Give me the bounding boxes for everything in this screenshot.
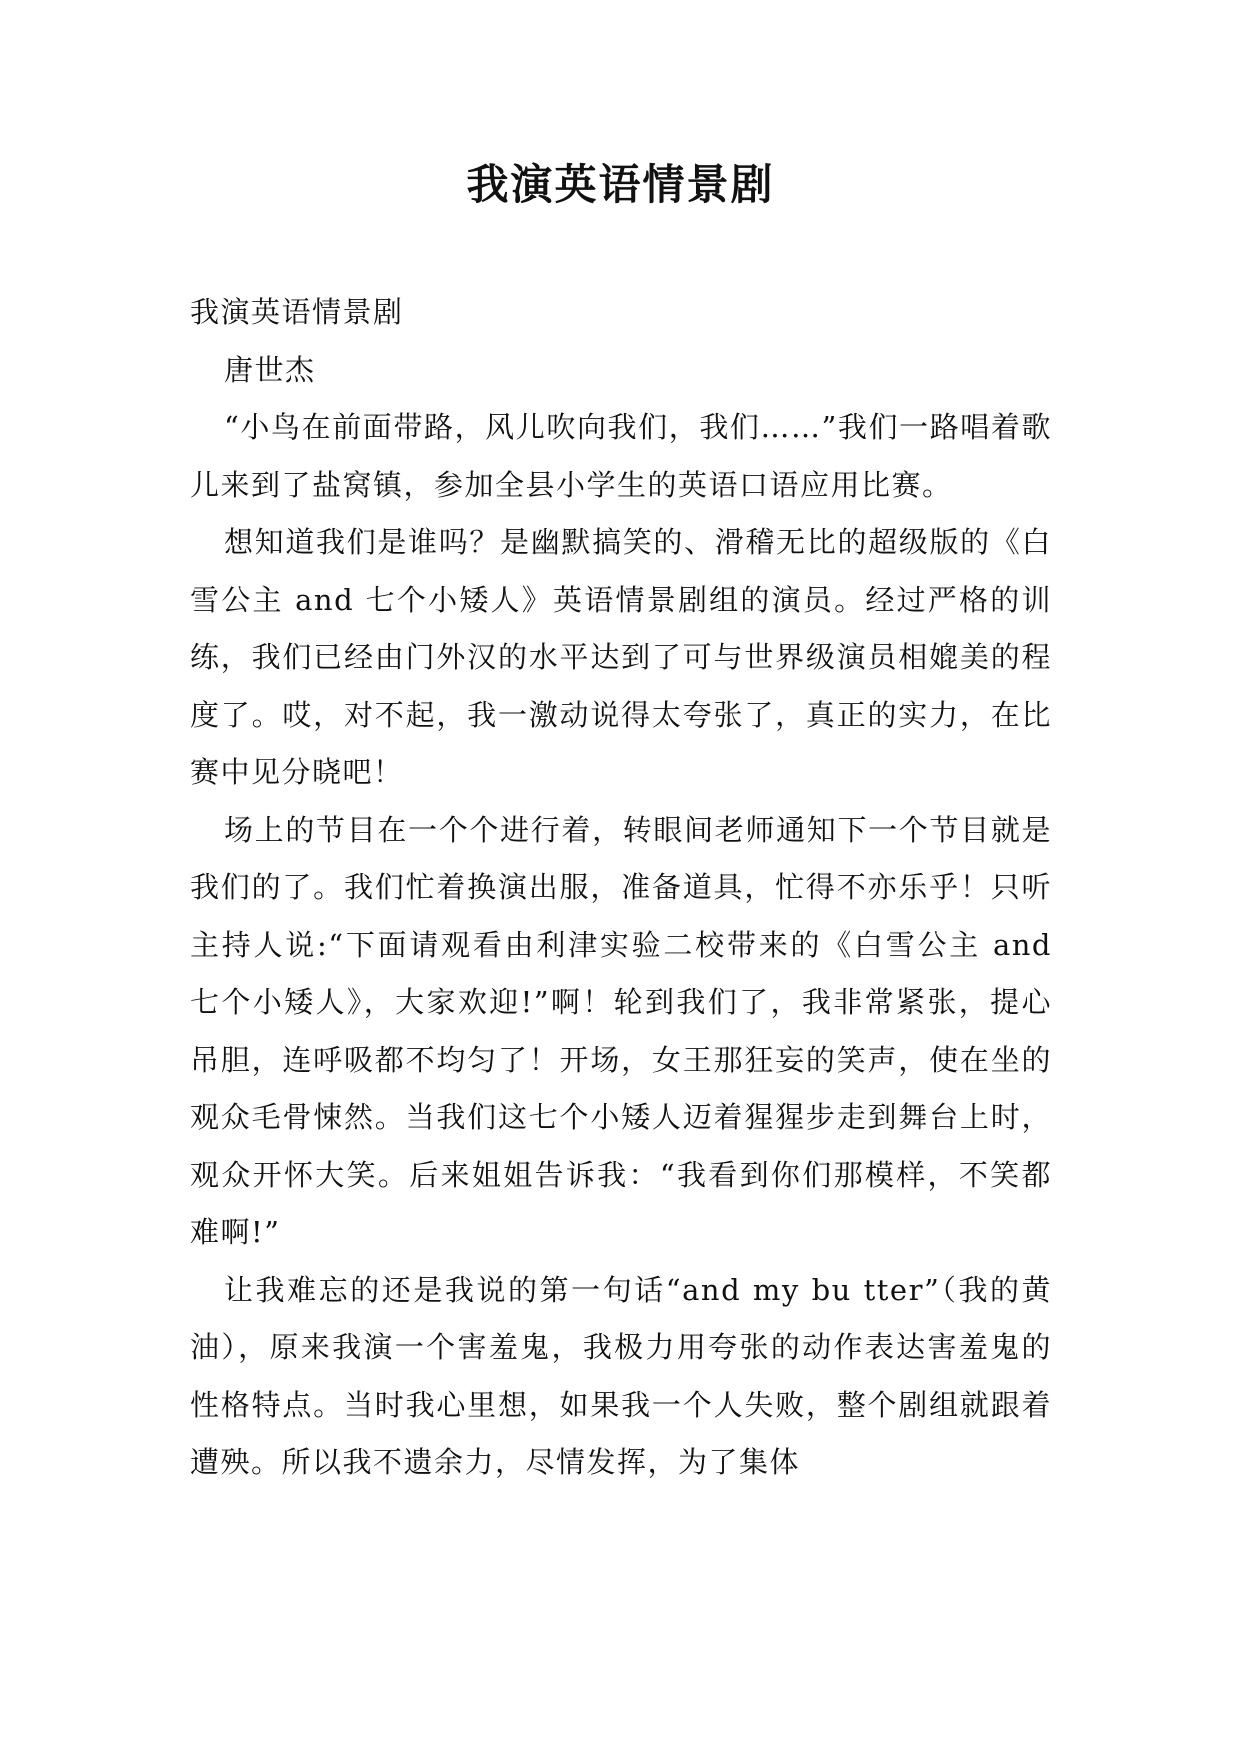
body-subtitle: 我演英语情景剧: [190, 295, 404, 329]
paragraph-4: 让我难忘的还是我说的第一句话“and my bu tter”（我的黄油），原来我演一个害羞鬼，我极力用夸张的动作表达害羞鬼的性格特点。当时我心里想，如果我一个人失败，整个剧组就跟着遭殃。所以我不遗余力，尽情发挥，为了集体: [190, 1272, 1052, 1479]
document-title: 我演英语情景剧: [466, 160, 775, 209]
paragraph-2: 想知道我们是谁吗？是幽默搞笑的、滑稽无比的超级版的《白雪公主 and 七个小矮人》英语情景剧组的演员。经过严格的训练，我们已经由门外汉的水平达到了可与世界级演员相媲美的程度了。哎，对不起，我一激动说得太夸张了，真正的实力，在比赛中见分晓吧！: [190, 525, 1052, 789]
document-body: [190, 284, 1052, 1492]
paragraph-3: 场上的节目在一个个进行着，转眼间老师通知下一个节目就是我们的了。我们忙着换演出服，准备道具，忙得不亦乐乎！只听主持人说:“下面请观看由利津实验二校带来的《白雪公主 and 七个小矮人》，大家欢迎!”啊！轮到我们了，我非常紧张，提心吊胆，连呼吸都不均匀了！开场，女王那狂妄的笑声，使在坐的观众毛骨悚然。当我们这七个小矮人迈着猩猩步走到舞台上时，观众开怀大笑。后来姐姐告诉我：“我看到你们那模样，不笑都难啊!”: [190, 812, 1052, 1249]
author-name: 唐世杰: [224, 352, 316, 387]
paragraph-1: “小鸟在前面带路，风儿吹向我们，我们……”我们一路唱着歌儿来到了盐窝镇，参加全县小学生的英语口语应用比赛。: [190, 410, 1052, 502]
